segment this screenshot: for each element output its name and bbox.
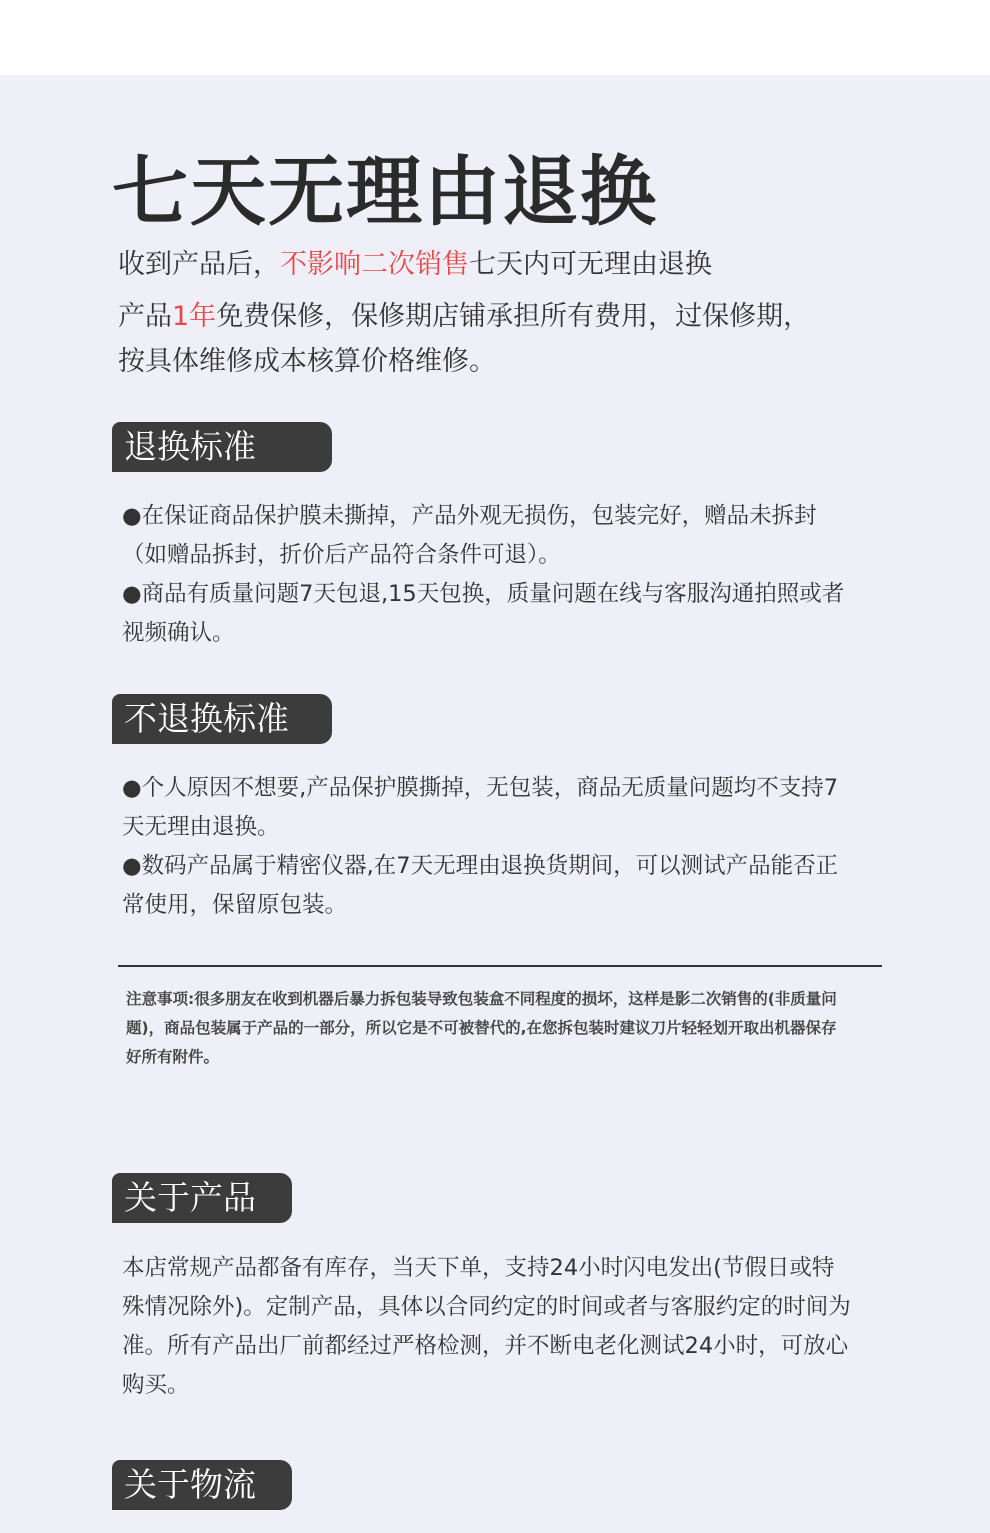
intro-line-1-text-end: 七天内可无理由退换: [469, 249, 712, 280]
page-title: 七天无理由退换: [112, 147, 658, 236]
about-product-text: 本店常规产品都备有库存，当天下单，支持24小时闪电发出(节假日或特殊情况除外)。定制产品，具体以合同约定的时间或者与客服约定的时间为准。所有产品出厂前都经过严格检测，并不断电老化测试24小时，可放心购买。: [122, 1255, 851, 1398]
top-white-band: [0, 0, 990, 75]
intro-line-1-text: 收到产品后，: [118, 249, 280, 280]
warranty-period-highlight: 1年: [172, 301, 217, 332]
section-divider: [118, 965, 882, 967]
section-tag-about-product: 关于产品: [112, 1173, 292, 1223]
section-tag-about-logistics: 关于物流: [112, 1460, 292, 1510]
return-standard-item-1: ●在保证商品保护膜未撕掉，产品外观无损伤，包装完好，赠品未拆封（如赠品拆封，折价后产品符合条件可退）。: [122, 503, 817, 568]
no-return-item-2: ●数码产品属于精密仪器,在7天无理由退换货期间，可以测试产品能否正常使用，保留原包装。: [122, 853, 839, 918]
return-standard-item-2: ●商品有质量问题7天包退,15天包换，质量问题在线与客服沟通拍照或者视频确认。: [122, 581, 845, 646]
no-resale-impact-highlight: 不影响二次销售: [280, 249, 469, 280]
intro-line-2-text: 产品: [118, 301, 172, 332]
no-return-item-1: ●个人原因不想要,产品保护膜撕掉，无包装，商品无质量问题均不支持7天无理由退换。: [122, 775, 839, 840]
intro-line-3: 按具体维修成本核算价格维修。: [118, 346, 496, 377]
section-tag-return-standard: 退换标准: [112, 422, 332, 472]
notice-text: 注意事项:很多朋友在收到机器后暴力拆包装导致包装盒不同程度的损坏，这样是影二次销售的(非质量问题)，商品包装属于产品的一部分，所以它是不可被替代的,在您拆包装时建议刀片轻轻划开取出机器保存好所有附件。: [126, 990, 837, 1066]
section-tag-no-return-standard: 不退换标准: [112, 694, 332, 744]
intro-line-2: [118, 297, 810, 337]
intro-line-2-text-end: 免费保修，保修期店铺承担所有费用，过保修期，: [216, 301, 811, 332]
intro-line-1: [118, 245, 712, 285]
